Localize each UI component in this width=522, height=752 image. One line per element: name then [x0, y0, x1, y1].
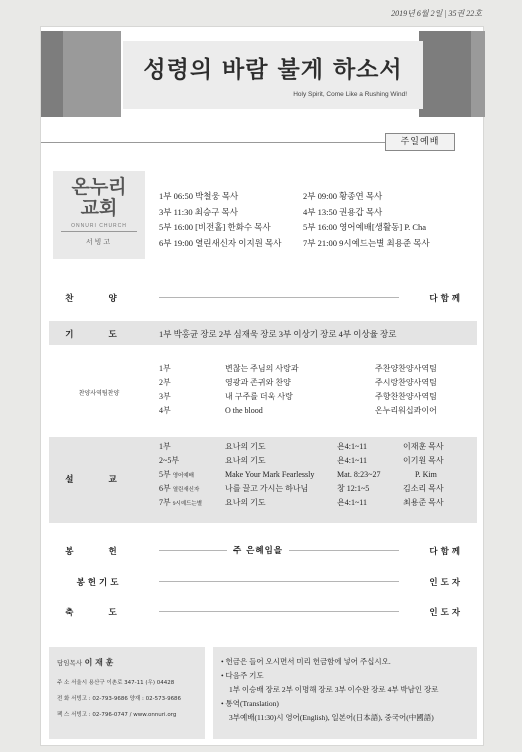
service-schedule-right: [303, 189, 430, 251]
choir-team: 주시랑찬양사역팀: [375, 378, 437, 387]
order-leader: 다함께: [429, 547, 463, 557]
offering-hymn: 주 은혜임을: [227, 544, 289, 556]
address: 주 소 서울시 용산구 이촌로 347-11 (우) 04428: [57, 680, 175, 686]
sermon-speaker: 이기원 목사: [403, 456, 444, 465]
sermon-title: 요나의 기도: [225, 456, 266, 465]
choir-team: 주찬양찬양사역팀: [375, 364, 437, 373]
announcement-line: • 헌금은 들어 오시면서 미리 헌금함에 넣어 주십시오.: [221, 657, 391, 666]
leader-line: [159, 297, 399, 298]
sermon-title: 나를 끌고 가시는 하나님: [225, 484, 309, 493]
schedule-item: 6부 19:00 열린새신자 이지원 목사: [159, 237, 282, 248]
choir-team: 주향찬찬양사역팀: [375, 392, 437, 401]
pastor-label: 담임목사: [57, 659, 83, 667]
choir-part: 3부: [159, 392, 171, 401]
fax-website: 팩 스 서빙고 : 02-796-0747 / www.onnuri.org: [57, 712, 177, 718]
announcement-line: 3부예배(11:30)시 영어(English), 일본어(日本語), 중국어(中國語): [229, 713, 434, 722]
bulletin-title: 성령의 바람 불게 하소서: [143, 56, 403, 83]
schedule-item: 5부 16:00 영어예배[생활동] P. Cha: [303, 222, 427, 232]
sermon-speaker: P. Kim: [415, 470, 437, 479]
header-banner: [41, 27, 485, 117]
choir-song: O the blood: [225, 406, 263, 415]
church-info: [49, 647, 205, 739]
logo-campus: 서빙고: [85, 238, 113, 246]
sermon-ref: 창 12:1~5: [337, 484, 370, 493]
footer: [49, 647, 477, 739]
order-offering-prayer: [49, 573, 477, 589]
title-box: [123, 41, 423, 109]
sermon-part: 1부: [159, 442, 171, 451]
sermon-ref: Mat. 8:23~27: [337, 470, 381, 479]
order-label: 봉헌기도: [76, 578, 122, 588]
order-hymn: [49, 289, 477, 305]
sermon-title: 요나의 기도: [225, 442, 266, 451]
bulletin-page: [40, 26, 484, 746]
sermon-title: Make Your Mark Fearlessly: [225, 470, 315, 479]
choir-part: 4부: [159, 406, 171, 415]
choir-song: 내 구주를 더욱 사랑: [225, 392, 293, 401]
logo-english: ONNURI CHURCH: [71, 223, 127, 229]
choir-team: 온누리워십콰이어: [375, 406, 437, 415]
order-leader: 다함께: [429, 294, 463, 304]
announcement-line: • 다음주 기도: [221, 671, 264, 680]
order-label: 기 도: [65, 330, 133, 340]
order-label: 찬양사역팀찬양: [78, 390, 120, 397]
sermon-title: 요나의 기도: [225, 498, 266, 507]
choir-part: 2부: [159, 378, 171, 387]
sermon-note: 9시예드는별: [172, 501, 203, 507]
prayer-leaders: 1부 박홍균 장로 2부 심재욱 장로 3부 이상기 장로 4부 이상율 장로: [159, 329, 397, 339]
banner-block: [419, 31, 471, 117]
sermon-speaker: 이재훈 목사: [403, 442, 444, 451]
announcements: [213, 647, 477, 739]
logo-wordmark: [59, 177, 139, 219]
banner-block: [63, 31, 121, 117]
schedule-item: 2부 09:00 황종연 목사: [303, 191, 383, 201]
pastor-name: 이 재 훈: [84, 658, 114, 667]
schedule-item: 5부 16:00 [비전홀] 한화수 목사: [159, 222, 271, 232]
phone: 전 화 서빙고 : 02-793-9686 양재 : 02-573-9686: [57, 696, 182, 702]
sermon-part: 2~5부: [159, 456, 180, 465]
order-label: 찬 양: [65, 294, 133, 304]
senior-pastor: [57, 657, 197, 668]
sermon-ref: 욘4:1~11: [337, 498, 367, 507]
sermon-ref: 욘4:1~11: [337, 456, 367, 465]
announcement-line: • 통역(Translation): [221, 699, 279, 708]
sermon-note: 영어예배: [172, 473, 194, 479]
issue-date: 2019년 6월 2일 | 35권 22호: [391, 9, 482, 18]
order-leader: 인도자: [429, 608, 463, 618]
leader-line: [159, 611, 399, 612]
announcement-line: 1부 이승배 장로 2부 이명해 장로 3부 이수완 장로 4부 박남인 장로: [229, 685, 439, 694]
schedule-item: 7부 21:00 9시예드는별 최용준 목사: [303, 237, 430, 248]
logo-line: 교회: [80, 197, 118, 219]
order-sermon: [49, 437, 477, 523]
order-label: 축 도: [65, 608, 133, 618]
order-benediction: [49, 603, 477, 619]
sermon-part: 5부 영어예배: [159, 470, 194, 479]
choir-part: 1부: [159, 364, 171, 373]
order-offering: [49, 542, 477, 558]
service-schedule-left: [159, 189, 281, 251]
sermon-part: 7부 9시예드는별: [159, 498, 203, 507]
sermon-speaker: 최용준 목사: [403, 498, 444, 507]
divider: [41, 142, 387, 143]
choir-song: 변찮는 주님의 사랑과: [225, 364, 299, 373]
choir-song: 영광과 존귀와 찬양: [225, 378, 291, 387]
logo-line: 온누리: [71, 176, 127, 198]
order-prayer: [49, 321, 477, 345]
worship-tag: 주일예배: [385, 133, 455, 151]
sermon-ref: 욘4:1~11: [337, 442, 367, 451]
schedule-item: 1부 06:50 박철웅 목사: [159, 191, 239, 201]
logo-divider: [61, 231, 137, 232]
bulletin-subtitle: Holy Spirit, Come Like a Rushing Wind!: [293, 91, 407, 98]
schedule-item: 3부 11:30 최승구 목사: [159, 206, 238, 217]
schedule-item: 4부 13:50 권용갑 목사: [303, 206, 383, 217]
sermon-part: 6부 열린새신자: [159, 484, 200, 493]
order-label: 봉 헌: [65, 547, 133, 557]
sermon-speaker: 김소리 목사: [403, 484, 444, 493]
sermon-note: 열린새신자: [172, 487, 200, 493]
order-choir: [49, 361, 477, 425]
church-logo: [53, 171, 145, 259]
order-leader: 인도자: [429, 578, 463, 588]
order-label: 설 교: [65, 475, 133, 485]
leader-line: [159, 581, 399, 582]
